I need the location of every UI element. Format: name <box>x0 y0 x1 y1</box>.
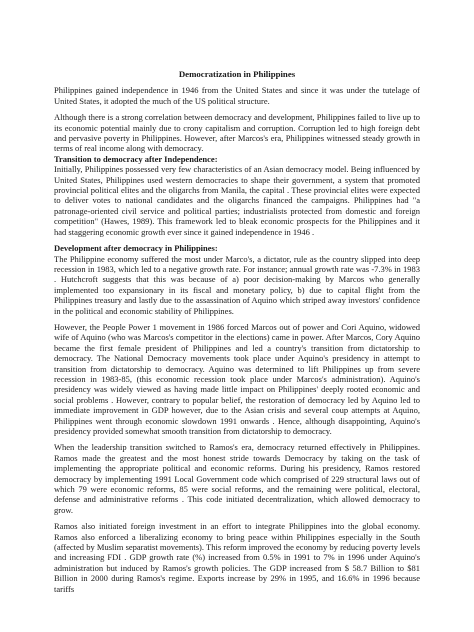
paragraph-marcos-economy: The Philippine economy suffered the most under Marco's, a dictator, rule as the country slipped into deep recession in 1983, which led to a negative growth rate. For instance; annual growth rate was -7.3% in 1983 . Hutchcroft suggests that this was because of a) poor decision-making by Marcos who generally implemented too expansionary in its fiscal and monetary policy, b) due to capital flight from the Philippines treasury and lastly due to the assassination of Aquino which striped away investors' confidence in the political and economic stability of Philippines. <box>54 253 420 316</box>
document-body <box>54 69 420 600</box>
document-title: Democratization in Philippines <box>178 69 296 79</box>
section-heading-development: Development after democracy in Philippines: <box>54 243 218 254</box>
section-heading-transition: Transition to democracy after Independence: <box>54 153 218 164</box>
paragraph-transition: Initially, Philippines possessed very few characteristics of an Asian democracy model. Being influenced by United States, Philippines used western democracies to shape their government, a system that promoted provincial political elites and the oligarchs from Manila, the capital . These provincial elites were expected to deliver votes to national candidates and the oligarchs financed the campaigns. Philippines had "a patronage-oriented civil service and political parties; industrialists protected from domestic and foreign competition" (Hawes, 1989). This framework led to bleak economic prospects for the Philippines and it had staggering economic growth ever since it gained independence in 1946 . <box>54 164 420 237</box>
paragraph-foreign-investment: Ramos also initiated foreign investment in an effort to integrate Philippines into the global economy. Ramos also enforced a liberalizing economy to bring peace within Philippines especially in the South (affected by Muslim separatist movements). This reform improved the economy by reducing poverty levels and increasing FDI . GDP growth rate (%) increased from 0.5% in 1991 to 7% in 1996 under Aquino's administration but induced by Ramos's growth policies. The GDP increased from $ 58.7 Billion to $81 Billion in 2000 during Ramos's regime. Exports increase by 29% in 1995, and 16.6% in 1996 because tariffs <box>54 521 420 594</box>
paragraph-correlation: Although there is a strong correlation between democracy and development, Philippines failed to live up to its economic potential mainly due to crony capitalism and corruption. Corruption led to high foreign debt and pervasive poverty in Philippines. However, after Marcos's era, Philippines witnessed steady growth in terms of real income along with democracy. <box>54 112 420 154</box>
paragraph-independence: Philippines gained independence in 1946 from the United States and since it was under the tutelage of United States, it adopted the much of the US political structure. <box>54 85 420 106</box>
paragraph-people-power: However, the People Power 1 movement in 1986 forced Marcos out of power and Cori Aquino, widowed wife of Aquino (who was Marcos's competitor in the elections) came in power. After Marcos, Cory Aquino became the first female president of Philippines and led a country's transition from dictatorship to democracy. The National Democracy movements took place under Aquino's presidency in attempt to transition from dictatorship to democracy. Aquino was determined to lift Philippines up from severe recession in 1983-85, (this economic recession took place under Marcos's administration). Aquino's presidency was widely viewed as having made little impact on Philippines' deeply rooted economic and social problems . However, contrary to popular belief, the restoration of democracy led by Aquino led to immediate improvement in GDP however, due to the Asian crisis and several coup attempts at Aquino, Philippines went through economic slowdown 1991 onwards . Hence, although disappointing, Aquino's presidency provided somewhat smooth transition from dictatorship to democracy. <box>54 321 420 436</box>
paragraph-ramos-era: When the leadership transition switched to Ramos's era, democracy returned effectively in Philippines. Ramos made the greatest and the most honest stride towards Democracy by taking on the task of implementing the appropriate political and economic reforms. During his presidency, Ramos restored democracy by implementing 1991 Local Government code which comprised of 229 structural laws out of which 79 were economic reforms, 85 were social reforms, and the remaining were political, electoral, defense and administrative reforms . This code initiated decentralization, which allowed democracy to grow. <box>54 442 420 515</box>
